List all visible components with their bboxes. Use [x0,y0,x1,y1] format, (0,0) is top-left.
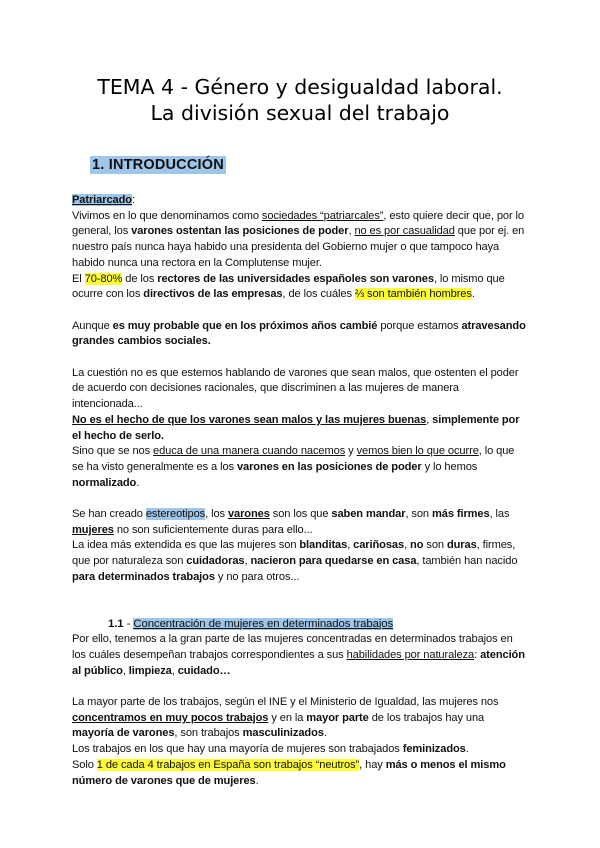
text-run: y en la [268,711,307,724]
paragraph-concentracion-2 [72,695,528,742]
text-run: sociedades “patriarcales” [261,209,384,222]
text-run: mayor parte [306,711,369,724]
text-run: Por ello, tenemos a la gran parte de las mujeres concentradas en determinados trabajos en los cuáles desempeñan trabajos correspondientes a sus [72,633,513,661]
text-run: Solo [72,758,97,771]
text-run: directivos de las empresas [143,288,283,301]
text-run: , las [489,508,510,521]
spacer [72,491,528,507]
paragraph-concentracion-3 [72,742,528,758]
text-run: La idea más extendida es que las mujeres son [72,539,300,552]
text-run: rectores de las universidades españoles son varones [157,272,434,285]
paragraph-patriarcado-1 [72,209,528,272]
text-run: Sino que se nos [72,445,154,458]
text-run: educa de una manera cuando nacemos [153,445,346,458]
title-line-2: La división sexual del trabajo [150,101,450,125]
text-run: atravesando grandes cambios sociales. [72,319,526,348]
text-run: normalizado [72,476,137,489]
text-run: cuidado… [177,664,231,677]
text-run: no [410,539,424,552]
text-run: , lo que se ha visto generalmente es a los [72,445,515,473]
text-run: . [255,774,259,787]
text-run: limpieza [128,664,172,677]
text-run: La mayor parte de los trabajos, según el INE y el Ministerio de Igualdad, las mujeres nos [72,696,499,709]
text-run: varones ostentan las posiciones de poder [131,225,349,238]
text-run: , de los cuáles [282,288,355,301]
text-run: y [345,445,357,458]
text-run: porque estamos [377,319,462,332]
text-run: concentramos en muy pocos trabajos [72,711,269,724]
text-run: no son suficientemente duras para ello... [113,523,313,536]
text-run: atención al público [72,648,525,677]
text-run: saben mandar [331,508,406,521]
text-run: El [72,272,85,285]
text-run: - [123,617,134,630]
subsection-title: Concentración de mujeres en determinados trabajos [133,617,394,630]
patriarcado-label: Patriarcado [72,194,132,206]
text-run: masculinizados [242,727,324,740]
paragraph-aunque [72,319,528,350]
text-run: , [347,539,354,552]
text-run: , firmes, que por naturaleza son [72,539,516,568]
text-run: , [348,225,355,238]
text-run: , hay [359,758,386,771]
text-run: , [122,664,129,677]
text-run: de los trabajos hay una [368,711,485,724]
text-run: habilidades por naturaleza [346,648,475,661]
paragraph-cuestion-1: La cuestión no es que estemos hablando de varones que sean malos, que ostenten el poder de acuerdo con decisiones racionales, que discriminen a las mujeres de manera intencionada... [72,366,519,411]
subsection-heading-1-1 [72,617,528,633]
text-run: , son [405,508,432,521]
paragraph-concentracion-4 [72,758,528,789]
title-line-1: TEMA 4 - Género y desigualdad laboral. [97,75,503,99]
spacer [72,303,528,319]
text-run: , [426,413,433,426]
text-run: ⅔ son también hombres [354,288,472,301]
text-run: mayoría de varones [72,727,175,740]
text-run: Se han creado [72,508,146,521]
text-run: mujeres [72,523,114,536]
text-run: . [136,476,140,489]
text-run: , también han nacido [416,555,518,568]
text-run: nacieron para quedarse en casa [250,555,417,568]
text-run: más firmes [431,508,490,521]
paragraph-estereotipos-2 [72,538,528,585]
text-run: para determinados trabajos [72,570,215,583]
patriarcado-heading [72,193,528,209]
text-run: más o menos el mismo número de varones que de mujeres [72,758,506,787]
text-run: no es por casualidad [354,225,455,238]
text-run: , son trabajos [174,727,243,740]
text-run: , [404,539,411,552]
text-run: son los que [269,508,332,521]
text-run: es muy probable que en los próximos años cambié [112,319,378,332]
spacer [72,679,528,695]
text-run: . [471,288,475,301]
paragraph-cuestion-2 [72,413,528,444]
paragraph-concentracion-1 [72,632,528,679]
paragraph-estereotipos-1 [72,507,528,538]
text-run: feminizados [402,743,466,756]
spacer [72,586,528,617]
document-body [72,193,528,789]
text-run: blanditas [299,539,348,552]
text-run: de los [122,272,158,285]
text-run: : [474,648,481,661]
text-run: , [244,555,251,568]
section-heading-introduccion [90,156,226,174]
spacer [72,350,528,366]
text-run: 70-80% [84,272,123,285]
text-run: No es el hecho de que los varones sean malos y las mujeres buenas [72,413,427,426]
text-run: , los [205,508,228,521]
text-run: Aunque [72,319,113,332]
text-run: cariñosas [353,539,405,552]
text-run: . [465,743,469,756]
paragraph-patriarcado-2 [72,272,528,303]
text-run: vemos bien lo que ocurre [356,445,479,458]
text-run: . [323,727,327,740]
text-run: que por ej. en nuestro país nunca haya habido una presidenta del Gobierno mujer o que tampoco haya habido nunca una rectora en la Complutense mujer. [72,225,525,269]
text-run: simplemente por el hecho de serlo. [72,413,520,442]
subsection-number: 1.1 [108,617,124,630]
text-run: , lo mismo que ocurre con los [72,272,505,301]
patriarcado-colon: : [131,194,135,206]
text-run: y no para otros... [214,570,300,583]
text-run: son [423,539,447,552]
text-run: 1 de cada 4 trabajos en España son trabajos “neutros” [96,758,360,771]
section-heading-text: 1. INTRODUCCIÓN [92,157,224,173]
text-run: , [171,664,178,677]
document-title [0,74,600,126]
text-run: , esto quiere decir que, por lo general, los [72,209,524,238]
text-run: Los trabajos en los que hay una mayoría de mujeres son trabajados [72,743,403,756]
text-run: varones en las posiciones de poder [236,460,422,473]
text-run: y lo hemos [421,460,478,473]
text-run: cuidadoras [186,555,245,568]
text-run: estereotipos [145,508,206,521]
text-run: duras [446,539,477,552]
paragraph-cuestion-3 [72,444,528,491]
text-run: varones [227,508,270,521]
text-run: Vivimos en lo que denominamos como [72,209,262,222]
